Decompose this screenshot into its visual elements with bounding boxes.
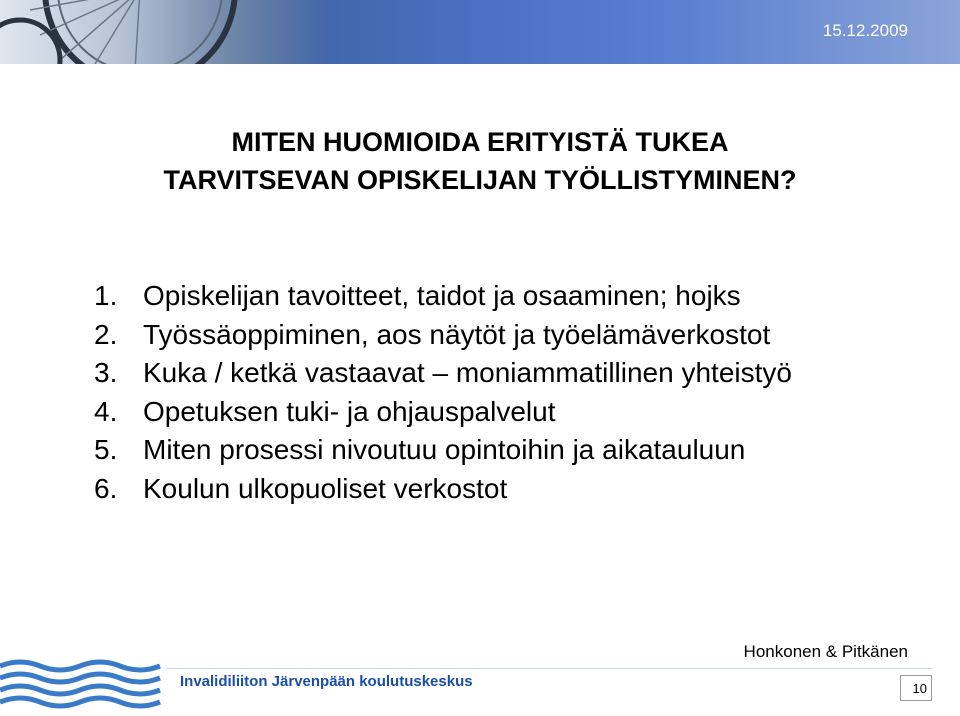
list-item-text: Opiskelijan tavoitteet, taidot ja osaaminen; hojks xyxy=(143,280,741,311)
list-item xyxy=(94,393,792,432)
list-item-number: 2. xyxy=(94,318,118,350)
footer-divider xyxy=(166,668,932,669)
numbered-list xyxy=(94,277,792,508)
list-item-text: Koulun ulkopuoliset verkostot xyxy=(143,472,508,504)
list-item-text: Miten prosessi nivoutuu opintoihin ja aikatauluun xyxy=(143,434,746,465)
list-item xyxy=(94,470,792,509)
list-item xyxy=(94,277,792,316)
list-item xyxy=(94,431,792,470)
list-item-text: Kuka / ketkä vastaavat – moniammatillinen yhteistyö xyxy=(143,357,792,388)
list-item-text: Työssäoppiminen, aos näytöt ja työelämäverkostot xyxy=(143,318,771,350)
list-item xyxy=(94,316,792,355)
list-item-number: 1. xyxy=(94,280,118,311)
wave-logo-icon xyxy=(0,656,165,712)
page-number: 10 xyxy=(900,675,932,701)
list-item-number: 3. xyxy=(94,357,118,388)
slide-date: 15.12.2009 xyxy=(822,21,908,40)
list-item-text: Opetuksen tuki- ja ohjauspalvelut xyxy=(143,395,556,427)
list-item-number: 5. xyxy=(94,434,118,465)
list-item xyxy=(94,354,792,393)
header-band xyxy=(0,0,960,64)
organization-name: Invalidiliiton Järvenpään koulutuskeskus xyxy=(180,673,473,690)
slide-title-line-1: MITEN HUOMIOIDA ERITYISTÄ TUKEA xyxy=(231,127,729,157)
wheelchair-photo xyxy=(0,0,330,64)
slide-title-line-2: TARVITSEVAN OPISKELIJAN TYÖLLISTYMINEN? xyxy=(163,165,797,195)
list-item-number: 4. xyxy=(94,395,118,427)
author-credit: Honkonen & Pitkänen xyxy=(743,642,908,661)
list-item-number: 6. xyxy=(94,472,118,504)
